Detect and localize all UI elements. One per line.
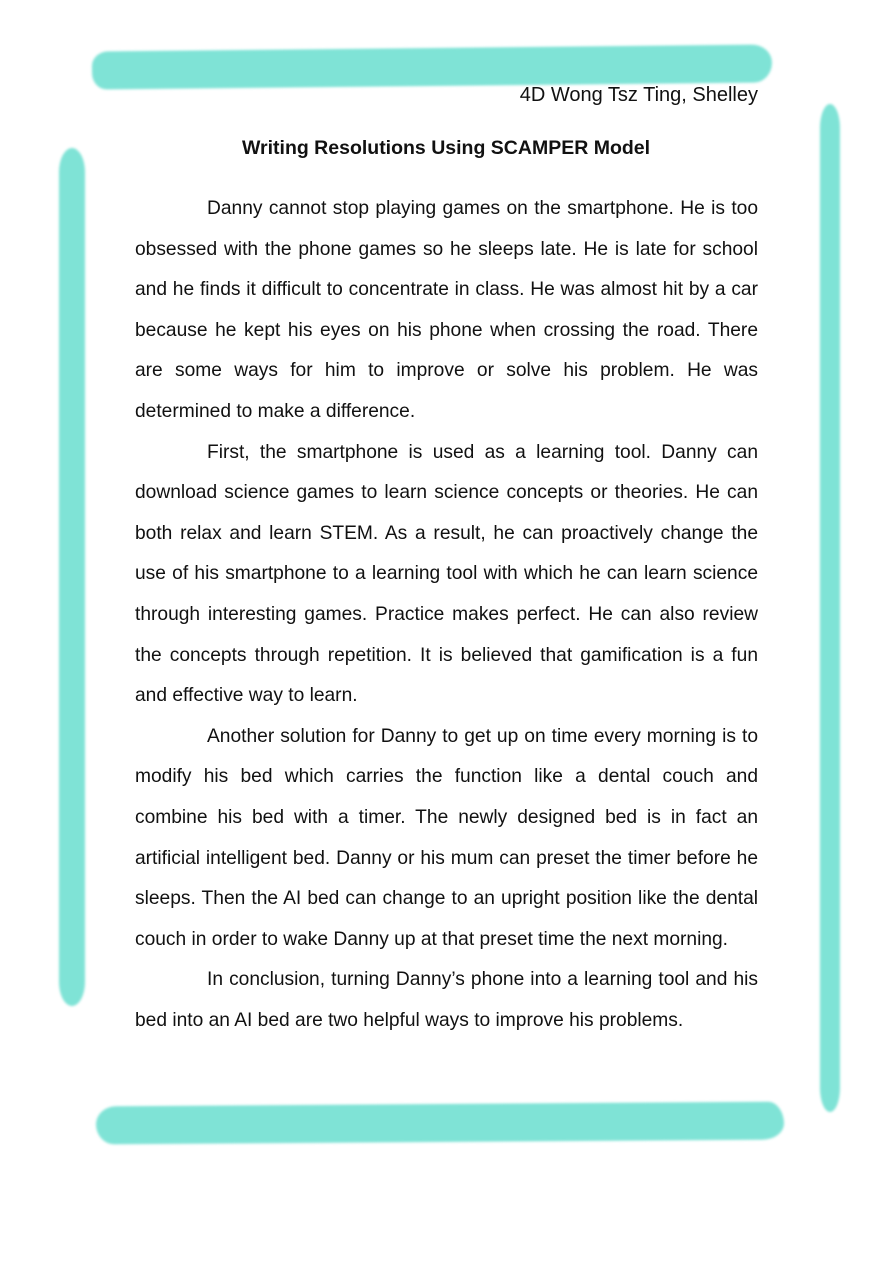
paragraph-learning-tool: First, the smartphone is used as a learning tool. Danny can download science games to learn science concepts or theories. He can both relax and learn STEM. As a result, he can proactively change the use of his smartphone to a learning tool with which he can learn science through interesting games. Practice makes perfect. He can also review the concepts through repetition. It is believed that gamification is a fun and effective way to learn. [135, 441, 758, 707]
brush-border-bottom [96, 1102, 784, 1145]
paragraph-conclusion: In conclusion, turning Danny’s phone into a learning tool and his bed into an AI bed are two helpful ways to improve his problems. [135, 969, 758, 1031]
paragraph-introduction: Danny cannot stop playing games on the smartphone. He is too obsessed with the phone games so he sleeps late. He is late for school and he finds it difficult to concentrate in class. He was almost hit by a car because he kept his eyes on his phone when crossing the road. There are some ways for him to improve or solve his problem. He was determined to make a difference. [135, 198, 758, 422]
author-line: 4D Wong Tsz Ting, Shelley [519, 84, 758, 106]
page-title: Writing Resolutions Using SCAMPER Model [241, 137, 651, 159]
brush-border-left [59, 148, 85, 1006]
brush-border-right [820, 104, 840, 1112]
paragraph-ai-bed: Another solution for Danny to get up on time every morning is to modify his bed which carries the function like a dental couch and combine his bed with a timer. The newly designed bed is in fact an artificial intelligent bed. Danny or his mum can preset the timer before he sleeps. Then the AI bed can change to an upright position like the dental couch in order to wake Danny up at that preset time the next morning. [135, 725, 758, 950]
essay-body [135, 189, 758, 1041]
